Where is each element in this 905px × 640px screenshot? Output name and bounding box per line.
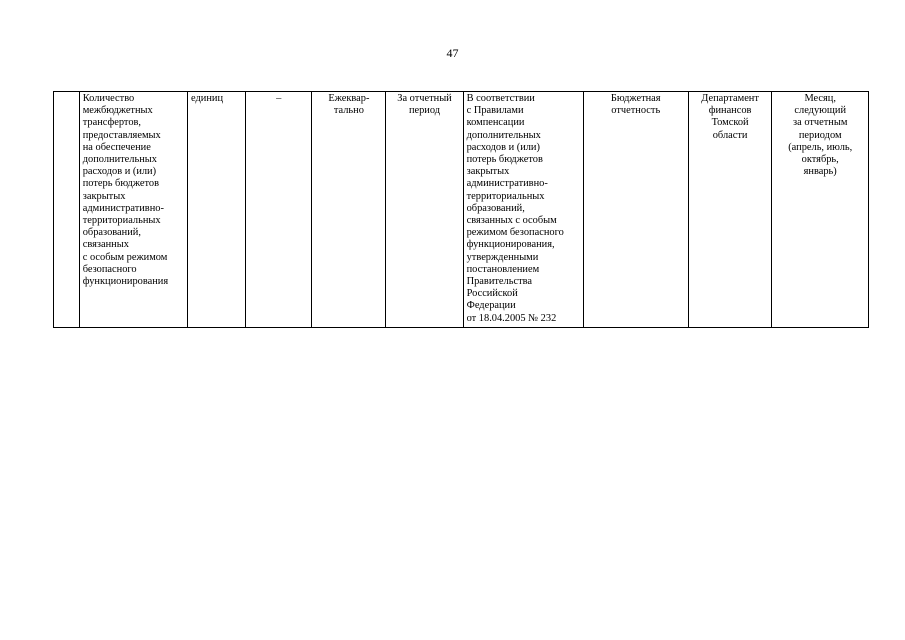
text-line: В соответствии — [466, 93, 535, 104]
text-line: периодом — [798, 129, 842, 141]
text-line: трансфертов, — [82, 117, 142, 129]
text-line: Месяц, — [804, 93, 836, 104]
text-line: административно- — [466, 178, 548, 190]
text-line: Томской — [711, 117, 749, 129]
text-line: дополнительных — [466, 129, 541, 141]
text-line: За отчетный — [397, 93, 452, 104]
periodicity-cell — [312, 92, 386, 328]
text-line: потерь бюджетов — [82, 178, 160, 190]
text-line: с Правилами — [466, 105, 524, 117]
text-line: потерь бюджетов — [466, 154, 543, 166]
text-line: постановлением — [466, 263, 540, 275]
method-cell — [463, 92, 583, 328]
unit-cell — [188, 92, 246, 328]
text-line: за отчетным — [793, 117, 848, 129]
responsible-cell — [688, 92, 772, 328]
text-line: утвержденными — [466, 251, 539, 263]
text-line: октябрь, — [801, 154, 839, 166]
text-line: Федерации — [466, 300, 516, 312]
text-line: январь) — [803, 166, 837, 178]
deadline-cell — [772, 92, 869, 328]
page-number: 47 — [446, 46, 459, 60]
text-line: административно- — [82, 202, 164, 214]
source-cell — [583, 92, 688, 328]
text-line: функционирования, — [466, 239, 555, 251]
text-line: тально — [333, 105, 364, 117]
text-line: компенсации — [466, 117, 525, 129]
text-line: образований, — [466, 202, 525, 214]
text-line: межбюджетных — [82, 105, 153, 117]
dash-cell — [245, 92, 311, 328]
text-line: Правительства — [466, 276, 532, 288]
text-line: отчетность — [611, 105, 661, 117]
unit-text: единиц — [191, 93, 224, 104]
text-line: финансов — [708, 105, 752, 117]
text-line: области — [712, 129, 748, 141]
text-line: безопасного — [82, 263, 137, 275]
row-index-cell — [54, 92, 80, 328]
indicator-name-text — [83, 93, 184, 288]
text-line: территориальных — [82, 215, 161, 227]
text-line: закрытых — [466, 166, 510, 178]
text-line: Количество — [82, 93, 135, 104]
text-line: связанных с особым — [466, 215, 557, 227]
text-line: Ежеквар- — [328, 93, 370, 104]
text-line: предоставляемых — [82, 129, 161, 141]
text-line: закрытых — [82, 190, 126, 202]
text-line: с особым режимом — [82, 251, 168, 263]
periodicity-text — [315, 93, 382, 117]
period-cell — [386, 92, 463, 328]
text-line: расходов и (или) — [82, 166, 157, 178]
text-line: от 18.04.2005 № 232 — [466, 312, 557, 324]
text-line: Российской — [466, 288, 518, 300]
text-line: функционирования — [82, 276, 169, 288]
text-line: территориальных — [466, 190, 545, 202]
text-line: образований, — [82, 227, 141, 239]
dash-text: – — [276, 93, 282, 104]
indicator-table — [53, 91, 869, 328]
table-row — [54, 92, 869, 328]
text-line: следующий — [794, 105, 847, 117]
text-line: на обеспечение — [82, 141, 151, 153]
source-text — [587, 93, 685, 117]
method-text — [467, 93, 580, 325]
responsible-text — [692, 93, 769, 142]
text-line: расходов и (или) — [466, 141, 540, 153]
text-line: Бюджетная — [610, 93, 661, 104]
text-line: режимом безопасного — [466, 227, 564, 239]
text-line: связанных — [82, 239, 129, 251]
deadline-text — [775, 93, 865, 178]
indicator-name-cell — [79, 92, 187, 328]
text-line: период — [408, 105, 441, 117]
text-line: (апрель, июль, — [788, 141, 853, 153]
text-line: Департамент — [701, 93, 759, 104]
text-line: дополнительных — [82, 154, 157, 166]
period-text — [389, 93, 459, 117]
